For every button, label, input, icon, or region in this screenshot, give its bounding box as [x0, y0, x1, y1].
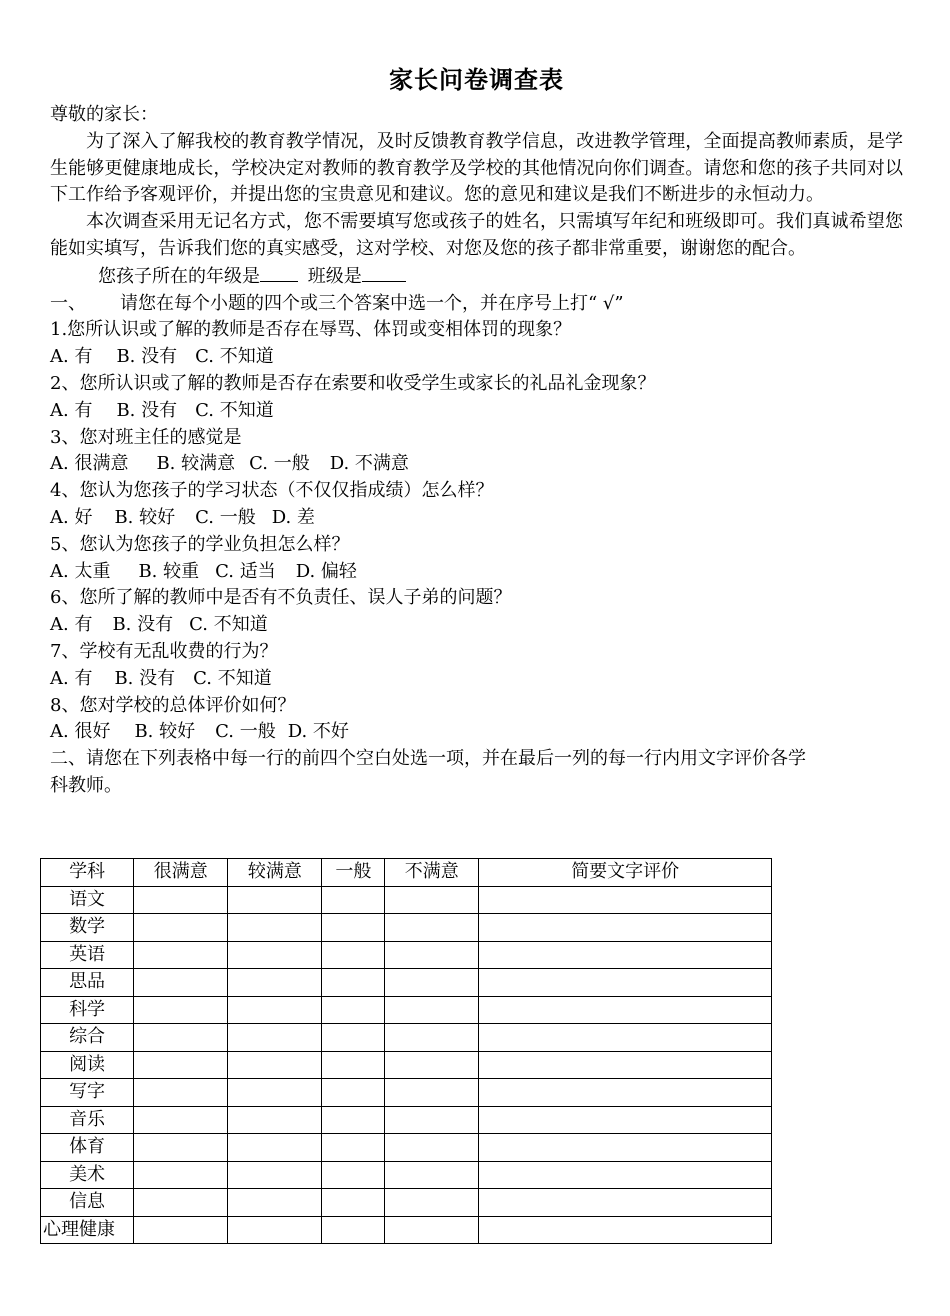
- rating-cell[interactable]: [228, 941, 322, 969]
- subject-cell: 科学: [41, 996, 134, 1024]
- grade-class-line: [50, 263, 903, 291]
- subject-cell: 语文: [41, 886, 134, 914]
- comment-cell[interactable]: [479, 1189, 772, 1217]
- subject-cell: 音乐: [41, 1106, 134, 1134]
- rating-cell[interactable]: [322, 1134, 385, 1162]
- section1-number: 一、: [50, 292, 86, 314]
- section1-instruction: 请您在每个小题的四个或三个答案中选一个，并在序号上打“ √”: [120, 292, 624, 314]
- question-7: 7、学校有无乱收费的行为？: [50, 640, 278, 662]
- subject-cell: 综合: [41, 1024, 134, 1052]
- question-2-options: [50, 398, 903, 425]
- question-1-options: [50, 344, 903, 371]
- option[interactable]: A. 太重: [50, 560, 111, 582]
- option[interactable]: A. 好: [50, 506, 93, 528]
- rating-cell[interactable]: [385, 1051, 479, 1079]
- rating-cell[interactable]: [322, 1161, 385, 1189]
- rating-cell[interactable]: [228, 1161, 322, 1189]
- survey-page: [43, 62, 903, 1240]
- question-5-options: [50, 559, 903, 586]
- comment-cell[interactable]: [479, 886, 772, 914]
- question-6: 6、您所了解的教师中是否有不负责任、误人子弟的问题？: [50, 587, 512, 609]
- comment-cell[interactable]: [479, 941, 772, 969]
- rating-cell[interactable]: [385, 914, 479, 942]
- option[interactable]: C. 适当: [215, 560, 276, 582]
- subject-cell: 美术: [41, 1161, 134, 1189]
- grade-label: 您孩子所在的年级是: [98, 265, 260, 287]
- comment-cell[interactable]: [479, 996, 772, 1024]
- question-8-options: [50, 719, 903, 746]
- option[interactable]: C. 一般: [249, 453, 310, 475]
- table-row: [41, 886, 772, 914]
- rating-cell[interactable]: [134, 1106, 228, 1134]
- question-4-options: [50, 505, 903, 532]
- option[interactable]: C. 不知道: [193, 667, 272, 689]
- table-row: [41, 1161, 772, 1189]
- option[interactable]: C. 一般: [215, 721, 276, 743]
- rating-cell[interactable]: [322, 886, 385, 914]
- rating-cell[interactable]: [134, 1051, 228, 1079]
- comment-cell[interactable]: [479, 1051, 772, 1079]
- option[interactable]: A. 很好: [50, 721, 111, 743]
- option[interactable]: A. 有: [50, 399, 93, 421]
- intro-paragraph-1: 为了深入了解我校的教育教学情况，及时反馈教育教学信息，改进教学管理，全面提高教师素质，是学生能够更健康地成长，学校决定对教师的教育教学及学校的其他情况向你们调查。请您和您的孩子共同对以下工作给予客观评价，并提出您的宝贵意见和建议。您的意见和建议是我们不断进步的永恒动力。: [50, 130, 903, 206]
- subject-cell: 信息: [41, 1189, 134, 1217]
- rating-cell[interactable]: [322, 941, 385, 969]
- rating-cell[interactable]: [322, 1051, 385, 1079]
- rating-cell[interactable]: [322, 969, 385, 997]
- rating-cell[interactable]: [322, 996, 385, 1024]
- table-row: [41, 1051, 772, 1079]
- rating-cell[interactable]: [228, 996, 322, 1024]
- subject-cell: 数学: [41, 914, 134, 942]
- table-row: [41, 969, 772, 997]
- rating-cell[interactable]: [322, 1106, 385, 1134]
- rating-cell[interactable]: [228, 914, 322, 942]
- rating-cell[interactable]: [385, 969, 479, 997]
- rating-cell[interactable]: [322, 1079, 385, 1107]
- table-row: [41, 1079, 772, 1107]
- question-5: 5、您认为您孩子的学业负担怎么样？: [50, 533, 350, 555]
- question-3-options: [50, 451, 903, 478]
- option[interactable]: B. 较好: [114, 506, 176, 528]
- comment-cell[interactable]: [479, 1024, 772, 1052]
- question-3: 3、您对班主任的感觉是: [50, 426, 242, 448]
- salutation: 尊敬的家长：: [50, 104, 158, 125]
- column-header: 一般: [322, 859, 385, 887]
- subject-cell: 英语: [41, 941, 134, 969]
- rating-cell[interactable]: [385, 996, 479, 1024]
- table-row: [41, 996, 772, 1024]
- question-6-options: [50, 612, 903, 639]
- subject-cell: 心理健康: [41, 1216, 134, 1244]
- rating-table: [40, 858, 772, 1244]
- rating-cell[interactable]: [385, 1161, 479, 1189]
- option[interactable]: B. 较满意: [156, 453, 236, 475]
- rating-cell[interactable]: [322, 1024, 385, 1052]
- column-header: 较满意: [228, 859, 322, 887]
- subject-cell: 写字: [41, 1079, 134, 1107]
- rating-cell[interactable]: [228, 1189, 322, 1217]
- option[interactable]: A. 很满意: [50, 453, 129, 475]
- option[interactable]: D. 偏轻: [295, 560, 357, 582]
- comment-cell[interactable]: [479, 1079, 772, 1107]
- subject-cell: 体育: [41, 1134, 134, 1162]
- question-list: [50, 317, 903, 746]
- table-row: [41, 914, 772, 942]
- table-row: [41, 1216, 772, 1244]
- option[interactable]: C. 不知道: [195, 399, 274, 421]
- table-row: [41, 1134, 772, 1162]
- comment-cell[interactable]: [479, 1106, 772, 1134]
- comment-cell[interactable]: [479, 914, 772, 942]
- rating-cell[interactable]: [385, 886, 479, 914]
- page-title: 家长问卷调查表: [389, 65, 564, 94]
- rating-cell[interactable]: [134, 1134, 228, 1162]
- rating-cell[interactable]: [322, 1216, 385, 1244]
- rating-cell[interactable]: [385, 1024, 479, 1052]
- option[interactable]: B. 没有: [116, 346, 178, 368]
- option[interactable]: C. 不知道: [195, 346, 274, 368]
- rating-cell[interactable]: [228, 1079, 322, 1107]
- table-row: [41, 1106, 772, 1134]
- option[interactable]: D. 不好: [287, 721, 349, 743]
- rating-cell[interactable]: [134, 969, 228, 997]
- column-header: 很满意: [134, 859, 228, 887]
- rating-cell[interactable]: [134, 1161, 228, 1189]
- comment-cell[interactable]: [479, 1134, 772, 1162]
- option[interactable]: A. 有: [50, 667, 93, 689]
- question-1: 1.您所认识或了解的教师是否存在辱骂、体罚或变相体罚的现象？: [50, 319, 572, 341]
- rating-cell[interactable]: [228, 1216, 322, 1244]
- rating-cell[interactable]: [134, 886, 228, 914]
- question-7-options: [50, 666, 903, 693]
- question-4: 4、您认为您孩子的学习状态（不仅仅指成绩）怎么样？: [50, 480, 494, 502]
- rating-cell[interactable]: [385, 1189, 479, 1217]
- rating-cell[interactable]: [134, 996, 228, 1024]
- option[interactable]: C. 不知道: [189, 614, 268, 636]
- rating-cell[interactable]: [228, 969, 322, 997]
- rating-cell[interactable]: [228, 1106, 322, 1134]
- table-row: [41, 1189, 772, 1217]
- column-header: 简要文字评价: [479, 859, 772, 887]
- intro-paragraph-2: 本次调查采用无记名方式，您不需要填写您或孩子的姓名，只需填写年纪和班级即可。我们真诚希望您能如实填写，告诉我们您的真实感受，这对学校、对您及您的孩子都非常重要，谢谢您的配合。: [50, 211, 903, 259]
- subject-cell: 阅读: [41, 1051, 134, 1079]
- section1-heading: [50, 291, 903, 318]
- option[interactable]: D. 差: [271, 506, 315, 528]
- table-row: [41, 941, 772, 969]
- option[interactable]: B. 较重: [138, 560, 200, 582]
- rating-cell[interactable]: [228, 1051, 322, 1079]
- rating-cell[interactable]: [385, 1216, 479, 1244]
- subject-cell: 思品: [41, 969, 134, 997]
- rating-cell[interactable]: [134, 1189, 228, 1217]
- rating-cell[interactable]: [322, 1189, 385, 1217]
- rating-cell[interactable]: [385, 1106, 479, 1134]
- table-header-row: [41, 859, 772, 887]
- option[interactable]: B. 没有: [112, 614, 174, 636]
- option[interactable]: A. 有: [50, 614, 93, 636]
- option[interactable]: C. 一般: [195, 506, 256, 528]
- question-2: 2、您所认识或了解的教师是否存在索要和收受学生或家长的礼品礼金现象？: [50, 372, 656, 394]
- class-blank[interactable]: [362, 263, 406, 282]
- column-header: 不满意: [385, 859, 479, 887]
- rating-cell[interactable]: [385, 1079, 479, 1107]
- rating-cell[interactable]: [228, 1024, 322, 1052]
- rating-cell[interactable]: [134, 1024, 228, 1052]
- comment-cell[interactable]: [479, 969, 772, 997]
- rating-cell[interactable]: [385, 1134, 479, 1162]
- section2-instruction-line1: 二、请您在下列表格中每一行的前四个空白处选一项，并在最后一列的每一行内用文字评价各学: [50, 748, 806, 770]
- rating-cell[interactable]: [134, 914, 228, 942]
- rating-cell[interactable]: [228, 1134, 322, 1162]
- rating-cell[interactable]: [228, 886, 322, 914]
- rating-cell[interactable]: [322, 914, 385, 942]
- rating-cell[interactable]: [134, 941, 228, 969]
- section2-instruction-line2: 科教师。: [50, 774, 122, 796]
- option[interactable]: B. 较好: [134, 721, 196, 743]
- rating-cell[interactable]: [134, 1079, 228, 1107]
- class-label: 班级是: [307, 265, 362, 287]
- option[interactable]: B. 没有: [116, 399, 178, 421]
- comment-cell[interactable]: [479, 1216, 772, 1244]
- option[interactable]: D. 不满意: [329, 453, 409, 475]
- rating-cell[interactable]: [385, 941, 479, 969]
- table-row: [41, 1024, 772, 1052]
- comment-cell[interactable]: [479, 1161, 772, 1189]
- rating-cell[interactable]: [134, 1216, 228, 1244]
- grade-blank[interactable]: [260, 263, 298, 282]
- question-8: 8、您对学校的总体评价如何？: [50, 694, 296, 716]
- option[interactable]: A. 有: [50, 346, 93, 368]
- option[interactable]: B. 没有: [114, 667, 176, 689]
- column-header: 学科: [41, 859, 134, 887]
